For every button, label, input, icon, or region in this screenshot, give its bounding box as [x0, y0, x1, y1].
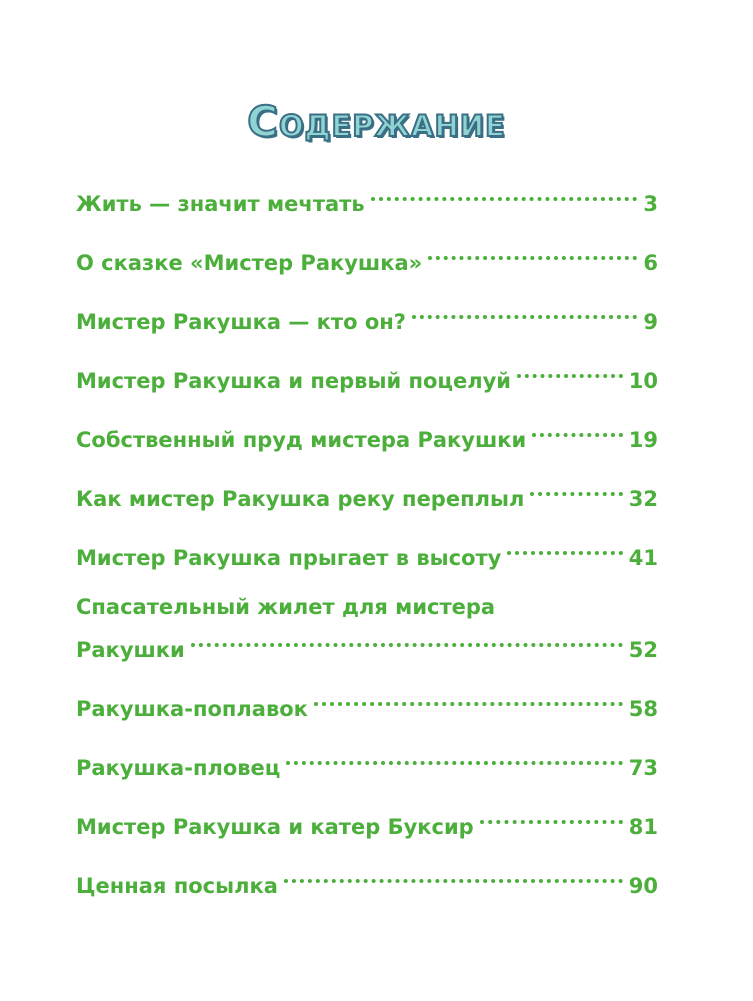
toc-entry-title: Как мистер Ракушка реку переплыл [76, 487, 525, 511]
toc-entry-title: Собственный пруд мистера Ракушки [76, 428, 527, 452]
toc-entry[interactable] [76, 355, 658, 393]
dot-leader [480, 801, 623, 834]
toc-entry-title-line1: Спасательный жилет для мистера [76, 595, 496, 619]
toc-entry[interactable] [76, 860, 658, 898]
toc-entry[interactable] [76, 414, 658, 452]
toc-entry-page: 9 [643, 310, 658, 334]
toc-entry-title: Ценная посылка [76, 874, 278, 898]
toc-entry-title: О сказке «Мистер Ракушка» [76, 251, 423, 275]
toc-entry-page: 3 [643, 192, 658, 216]
toc-entry-title-line2: Ракушки [76, 638, 185, 662]
toc-entry-title: Мистер Ракушка и катер Буксир [76, 815, 474, 839]
dot-leader [507, 532, 622, 565]
toc-entry[interactable] [76, 237, 658, 275]
toc-entry-title: Мистер Ракушка прыгает в высоту [76, 546, 502, 570]
toc-entry[interactable] [76, 296, 658, 334]
toc-entry-title: Ракушка-пловец [76, 756, 281, 780]
toc-entry[interactable] [76, 473, 658, 511]
dot-leader [412, 296, 637, 329]
dot-leader [286, 742, 622, 775]
dot-leader [371, 178, 638, 211]
toc-entry-page: 81 [628, 815, 658, 839]
table-of-contents [76, 178, 658, 919]
toc-entry-page: 6 [643, 251, 658, 275]
toc-entry-page: 41 [628, 546, 658, 570]
toc-entry[interactable] [76, 683, 658, 721]
toc-entry-page: 32 [628, 487, 658, 511]
dot-leader [191, 624, 623, 657]
dot-leader [517, 355, 623, 388]
toc-entry-page: 90 [628, 874, 658, 898]
toc-entry-page: 52 [628, 638, 658, 662]
toc-entry-title: Мистер Ракушка — кто он? [76, 310, 406, 334]
toc-entry-title: Мистер Ракушка и первый поцелуй [76, 369, 512, 393]
toc-entry-page: 58 [628, 697, 658, 721]
toc-entry-title: Ракушка-поплавок [76, 697, 308, 721]
dot-leader [530, 473, 622, 506]
toc-entry-title: Жить — значит мечтать [76, 192, 365, 216]
dot-leader [532, 414, 623, 447]
toc-entry[interactable] [76, 178, 658, 216]
contents-heading: Содержание [247, 97, 506, 146]
toc-entry-page: 73 [628, 756, 658, 780]
dot-leader [284, 860, 623, 893]
toc-entry[interactable] [76, 532, 658, 570]
dot-leader [428, 237, 637, 270]
toc-entry-page: 10 [628, 369, 658, 393]
toc-entry-page: 19 [628, 428, 658, 452]
dot-leader [314, 683, 623, 716]
toc-entry[interactable] [76, 801, 658, 839]
toc-entry[interactable] [76, 591, 658, 662]
toc-entry[interactable] [76, 742, 658, 780]
